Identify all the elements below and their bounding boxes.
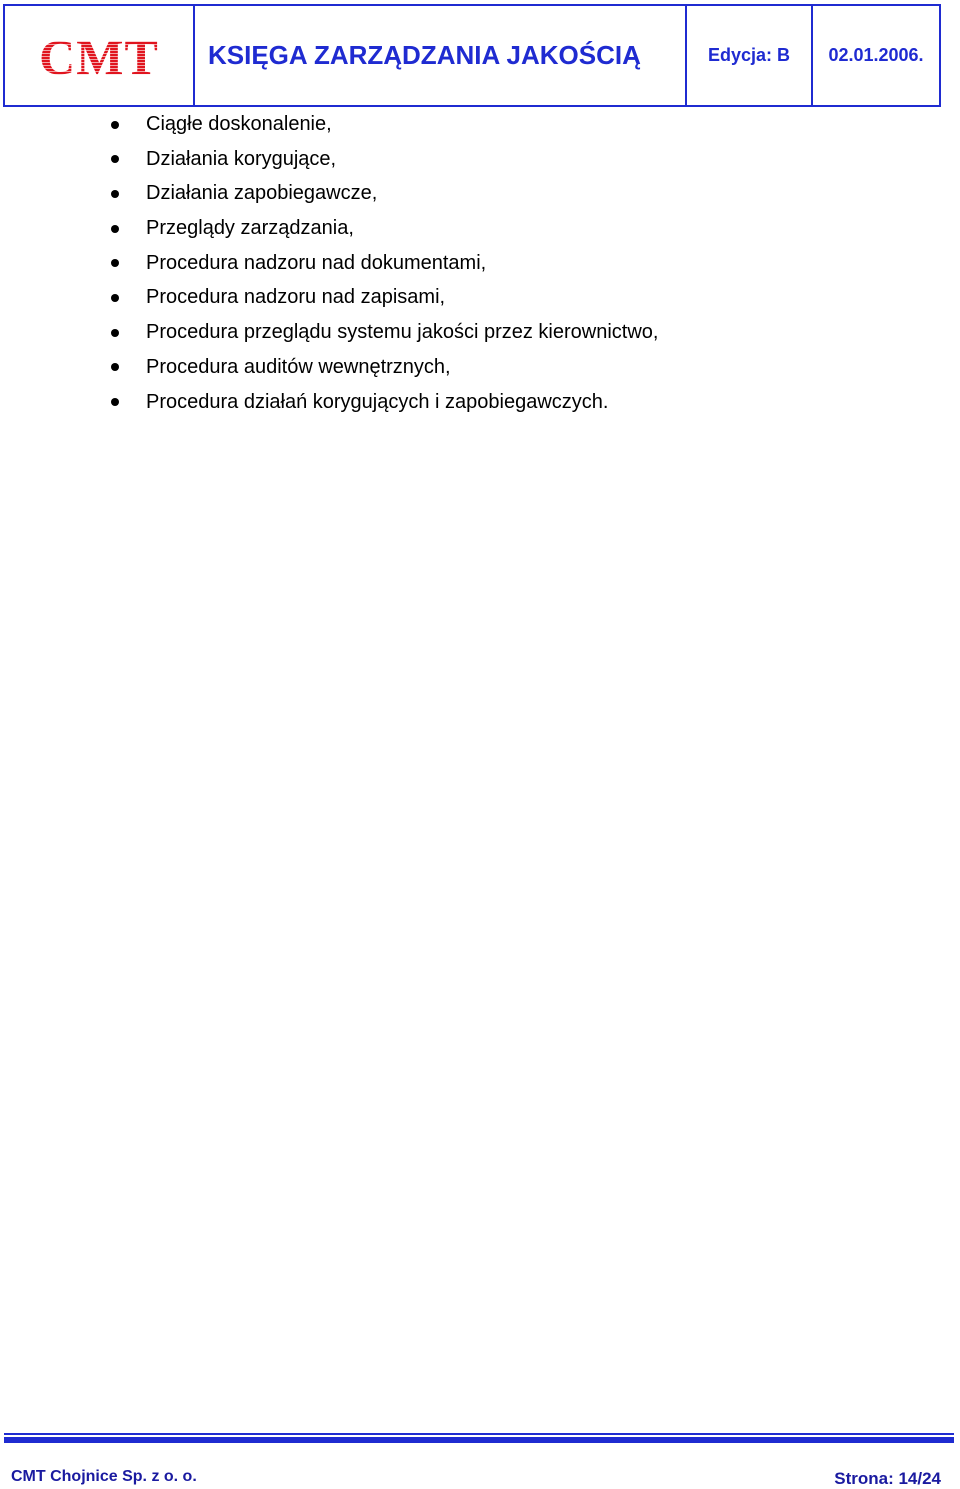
list-item: [107, 107, 658, 142]
bullet-icon: [111, 225, 119, 233]
bullet-icon: [111, 121, 119, 129]
list-item-text: Działania zapobiegawcze,: [146, 182, 378, 205]
logo-text: CMT: [39, 29, 159, 82]
bullet-icon: [111, 294, 119, 302]
document-header: [3, 4, 941, 107]
bullet-list: [107, 107, 658, 419]
header-date-cell: [813, 6, 939, 105]
footer-company-name: CMT Chojnice Sp. z o. o.: [11, 1468, 197, 1485]
edition-label: Edycja: B: [707, 45, 791, 65]
footer-page-number: Strona: 14/24: [834, 1469, 941, 1488]
list-item-text: Procedura działań korygujących i zapobiegawczych.: [146, 390, 609, 413]
bullet-icon: [111, 363, 119, 371]
list-item: [107, 385, 658, 420]
bullet-icon: [111, 329, 119, 337]
header-logo-cell: [5, 6, 195, 105]
list-item-text: Procedura auditów wewnętrznych,: [146, 355, 451, 378]
footer-divider-thick: [4, 1437, 954, 1443]
list-item: [107, 176, 658, 211]
list-item: [107, 142, 658, 177]
footer-divider: [4, 1433, 954, 1445]
list-item: [107, 315, 658, 350]
document-title: KSIĘGA ZARZĄDZANIA JAKOŚCIĄ: [208, 40, 641, 70]
list-item-text: Działania korygujące,: [146, 147, 337, 170]
footer-divider-thin: [4, 1433, 954, 1435]
bullet-icon: [111, 155, 119, 163]
list-item: [107, 350, 658, 385]
list-item-text: Procedura nadzoru nad dokumentami,: [146, 251, 487, 274]
bullet-icon: [111, 259, 119, 267]
list-item-text: Procedura przeglądu systemu jakości przez kierownictwo,: [146, 321, 659, 344]
list-item: [107, 211, 658, 246]
list-item-text: Ciągłe doskonalenie,: [146, 113, 332, 135]
header-title-cell: [195, 6, 687, 105]
bullet-icon: [111, 398, 119, 406]
list-item: [107, 280, 658, 315]
header-edition-cell: [687, 6, 813, 105]
cmt-logo: [29, 30, 169, 82]
document-date: 02.01.2006.: [828, 45, 924, 65]
list-item-text: Przeglądy zarządzania,: [146, 217, 354, 240]
bullet-icon: [111, 190, 119, 198]
list-item-text: Procedura nadzoru nad zapisami,: [146, 286, 446, 309]
list-item: [107, 246, 658, 281]
